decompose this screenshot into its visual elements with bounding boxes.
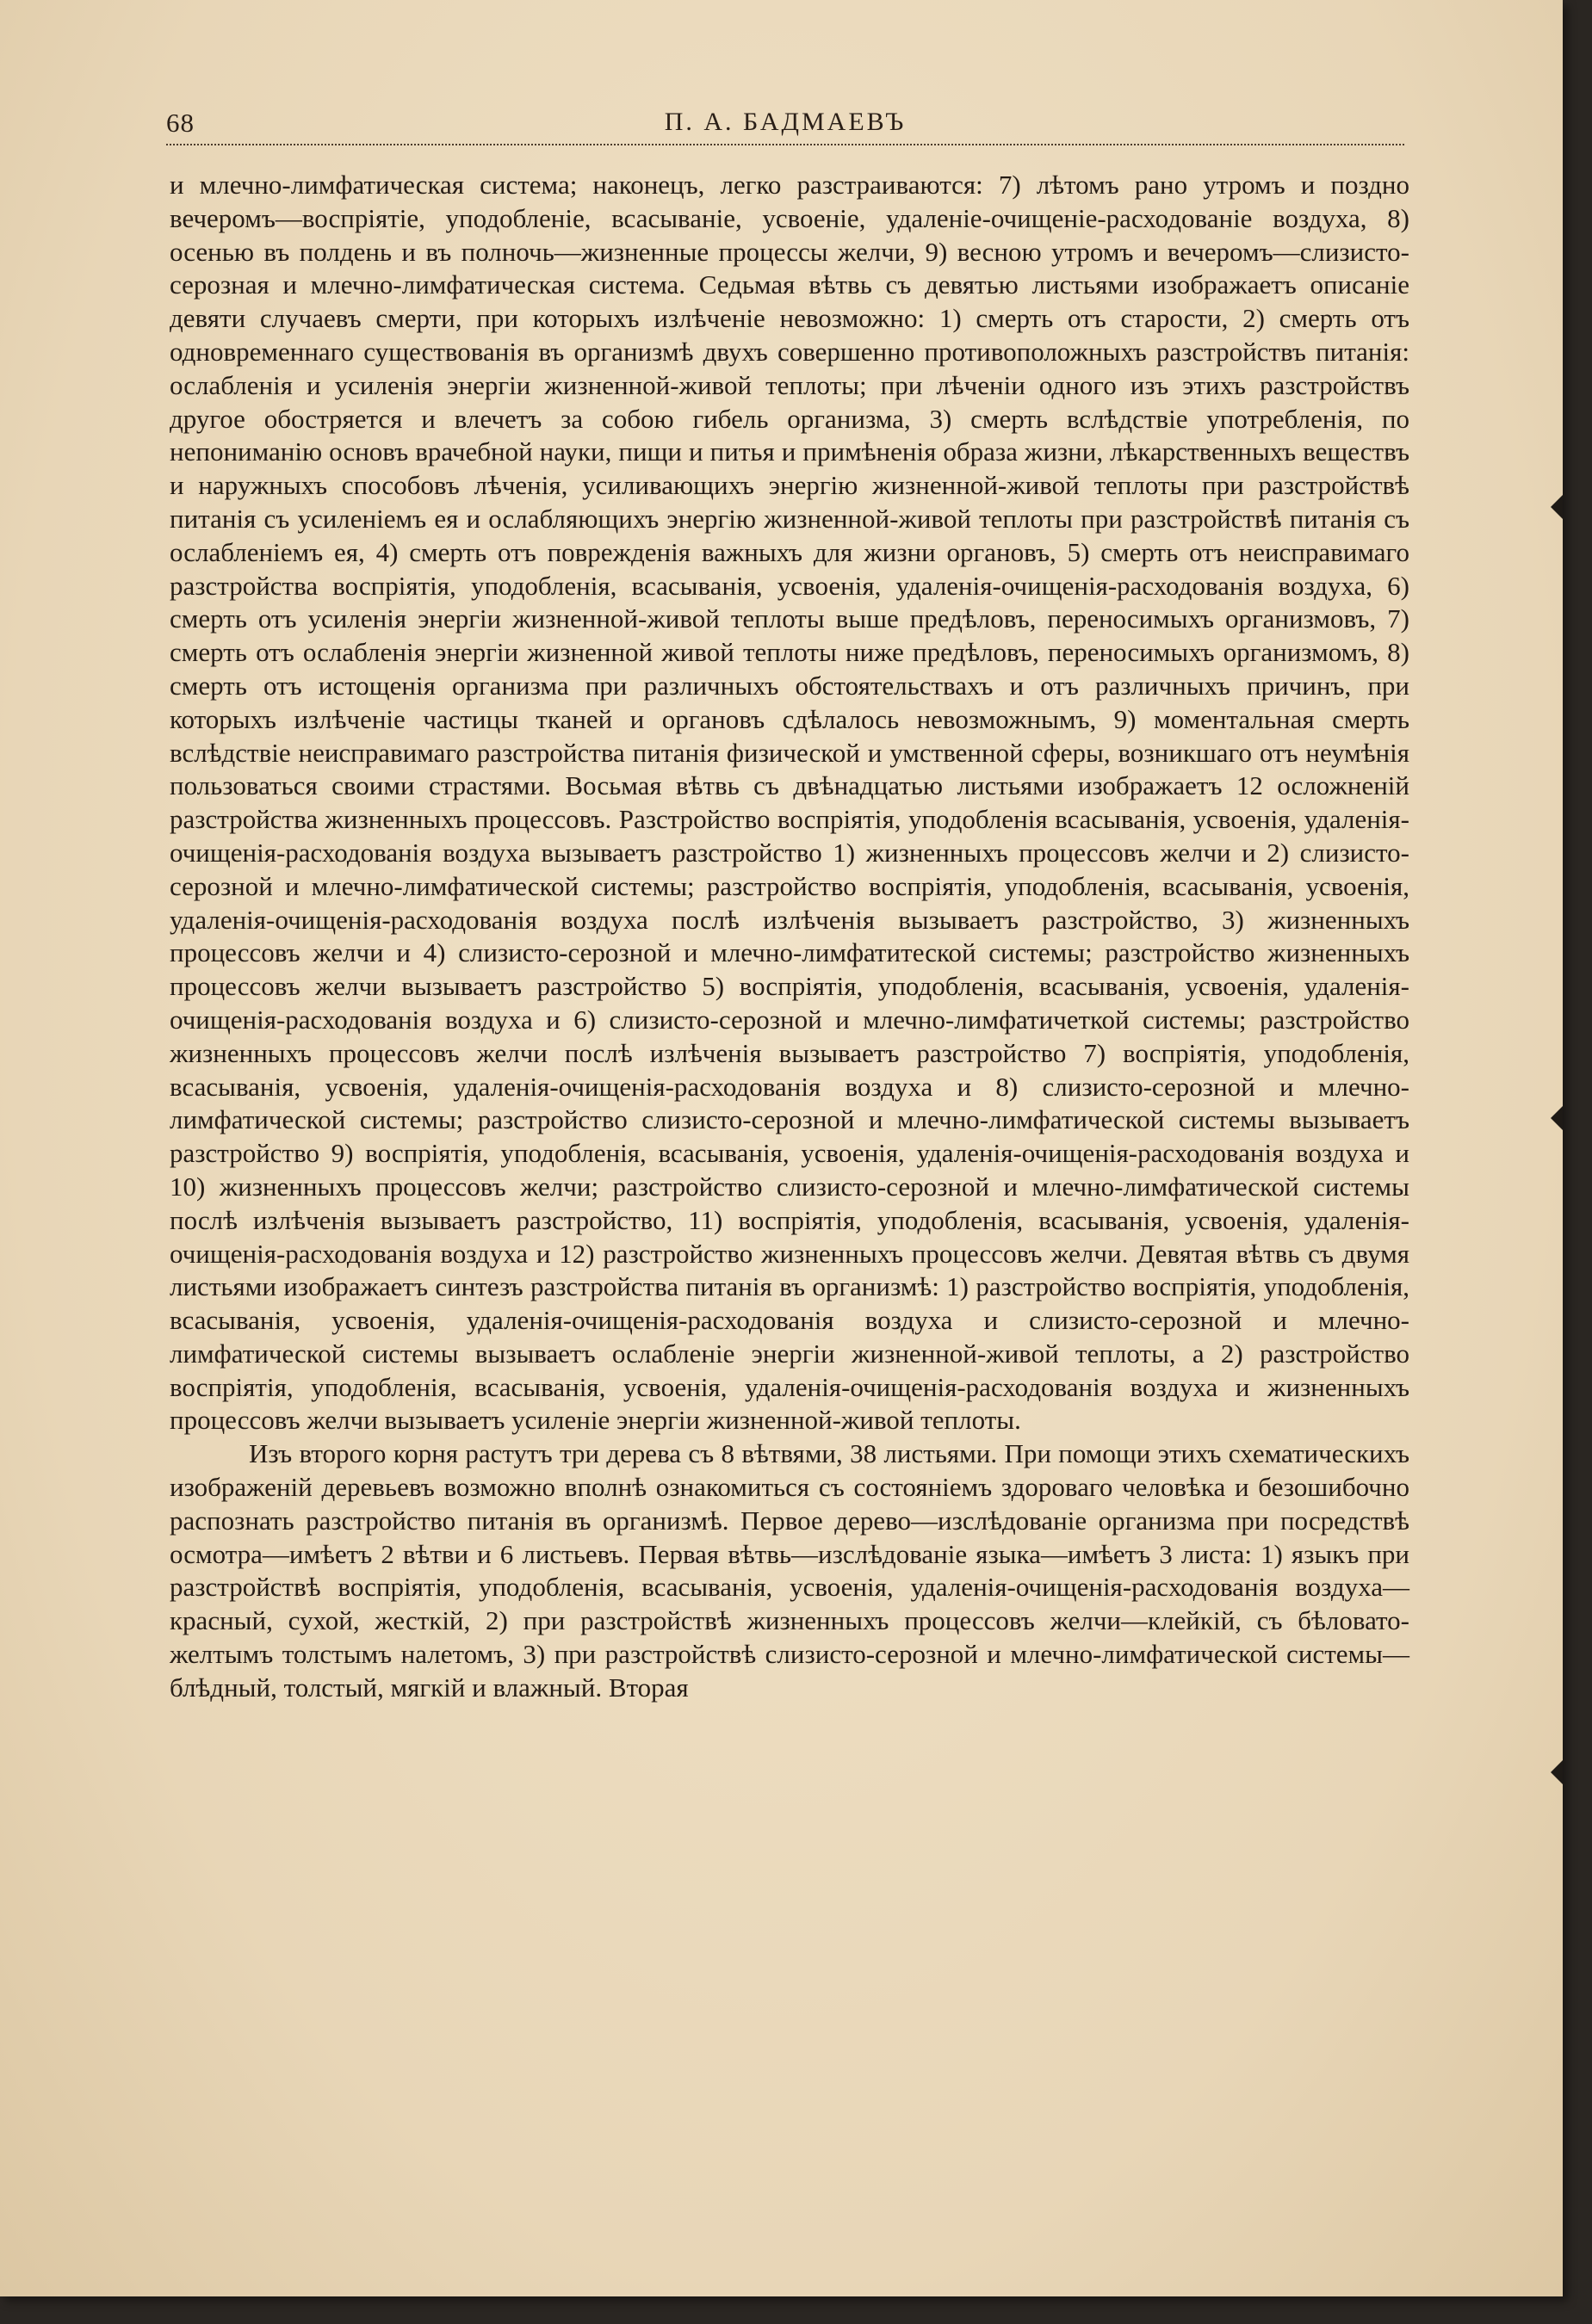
paragraph-second-root: Изъ второго корня растутъ три дерева съ 8 вѣтвями, 38 листьями. При помощи этихъ схематическихъ изображеній деревьевъ возможно вполнѣ ознакомиться съ состояніемъ здороваго человѣка и безошибочно распознать разстройство питанія въ организмѣ. Первое дерево—изслѣдованіе организма при посредствѣ осмотра—имѣетъ 2 вѣтви и 6 листьевъ. Первая вѣтвь—изслѣдованіе языка—имѣетъ 3 листа: 1) языкъ при разстройствѣ воспріятія, уподобленія, всасыванія, усвоенія, удаленія-очищенія-расходованія воздуха—красный, сухой, жесткій, 2) при разстройствѣ жизненныхъ процессовъ желчи—клейкій, съ бѣловато-желтымъ толстымъ налетомъ, 3) при разстройствѣ слизисто-серозной и млечно-лимфатической системы—блѣдный, толстый, мягкій и влажный. Вторая (170, 1438, 1409, 1703)
page-header (166, 104, 1404, 145)
paragraph-continued: и млечно-лимфатическая система; наконецъ, легко разстраиваются: 7) лѣтомъ рано утромъ и поздно вечеромъ—воспріятіе, уподобленіе, всасываніе, усвоеніе, удаленіе-очищеніе-расходованіе воздуха, 8) осенью въ полдень и въ полночь—жизненные процессы желчи, 9) весною утромъ и вечеромъ—слизисто-серозная и млечно-лимфатическая система. Седьмая вѣтвь съ девятью листьями изображаетъ описаніе девяти случаевъ смерти, при которыхъ излѣченіе невозможно: 1) смерть отъ старости, 2) смерть отъ одновременнаго существованія въ организмѣ двухъ совершенно противоположныхъ разстройствъ питанія: ослабленія и усиленія энергіи жизненной-живой теплоты; при лѣченіи одного изъ этихъ разстройствъ другое обостряется и влечетъ за собою гибель организма, 3) смерть вслѣдствіе употребленія, по непониманію основъ врачебной науки, пищи и питья и примѣненія образа жизни, лѣкарственныхъ веществъ и наружныхъ способовъ лѣченія, усиливающихъ энергію жизненной-живой теплоты при разстройствѣ питанія съ усиленіемъ ея и ослабляющихъ энергію жизненной-живой теплоты при разстройствѣ питанія съ ослабленіемъ ея, 4) смерть отъ поврежденія важныхъ для жизни органовъ, 5) смерть отъ неисправимаго разстройства воспріятія, уподобленія, всасыванія, усвоенія, удаленія-очищенія-расходованія воздуха, 6) смерть отъ усиленія энергіи жизненной-живой теплоты выше предѣловъ, переносимыхъ организмовъ, 7) смерть отъ ослабленія энергіи жизненной живой теплоты ниже предѣловъ, переносимыхъ организмомъ, 8) смерть отъ истощенія организма при различныхъ обстоятельствахъ и отъ различныхъ причинъ, при которыхъ излѣченіе частицы тканей и органовъ сдѣлалось невозможнымъ, 9) моментальная смерть вслѣдствіе неисправимаго разстройства питанія физической и умственной сферы, возникшаго отъ неумѣнія пользоваться своими страстями. Восьмая вѣтвь съ двѣнадцатью листьями изображаетъ 12 осложненій разстройства жизненныхъ процессовъ. Разстройство воспріятія, уподобленія всасыванія, усвоенія, удаленія-очищенія-расходованія воздуха вызываетъ разстройство 1) жизненныхъ процессовъ желчи и 2) слизисто-серозной и млечно-лимфатической системы; разстройство воспріятія, уподобленія, всасыванія, усвоенія, удаленія-очищенія-расходованія воздуха послѣ излѣченія вызываетъ разстройство, 3) жизненныхъ процессовъ желчи и 4) слизисто-серозной и млечно-лимфатитеской системы; разстройство жизненныхъ процессовъ желчи вызываетъ разстройство 5) воспріятія, уподобленія, всасыванія, усвоенія, удаленія-очищенія-расходованія воздуха и 6) слизисто-серозной и млечно-лимфатичеткой системы; разстройство жизненныхъ процессовъ желчи послѣ излѣченія вызываетъ разстройство 7) воспріятія, уподобленія, всасыванія, усвоенія, удаленія-очищенія-расходованія воздуха и 8) слизисто-серозной и млечно-лимфатической системы; разстройство слизисто-серозной и млечно-лимфатической системы вызываетъ разстройство 9) воспріятія, уподобленія, всасыванія, усвоенія, удаленія-очищенія-расходованія воздуха и 10) жизненныхъ процессовъ желчи; разстройство слизисто-серозной и млечно-лимфатической системы послѣ излѣченія вызываетъ разстройство, 11) воспріятія, уподобленія, всасыванія, усвоенія, удаленія-очищенія-расходованія воздуха и 12) разстройство жизненныхъ процессовъ желчи. Девятая вѣтвь съ двумя листьями изображаетъ синтезъ разстройства питанія въ организмѣ: 1) разстройство воспріятія, уподобленія, всасыванія, усвоенія, удаленія-очищенія-расходованія воздуха и слизисто-серозной и млечно-лимфатической системы вызываетъ ослабленіе энергіи жизненной-живой теплоты, а 2) разстройство воспріятія, уподобленія, всасыванія, усвоенія, удаленія-очищенія-расходованія воздуха и жизненныхъ процессовъ желчи вызываетъ усиленіе энергіи жизненной-живой теплоты. (170, 170, 1409, 1436)
margin-tab-mark (1551, 495, 1563, 519)
margin-tab-mark (1551, 1760, 1563, 1784)
running-head: П. А. БАДМАЕВЪ (664, 108, 907, 136)
body-text (170, 169, 1409, 1705)
margin-tab-mark (1551, 1106, 1563, 1130)
page-number: 68 (166, 108, 195, 138)
